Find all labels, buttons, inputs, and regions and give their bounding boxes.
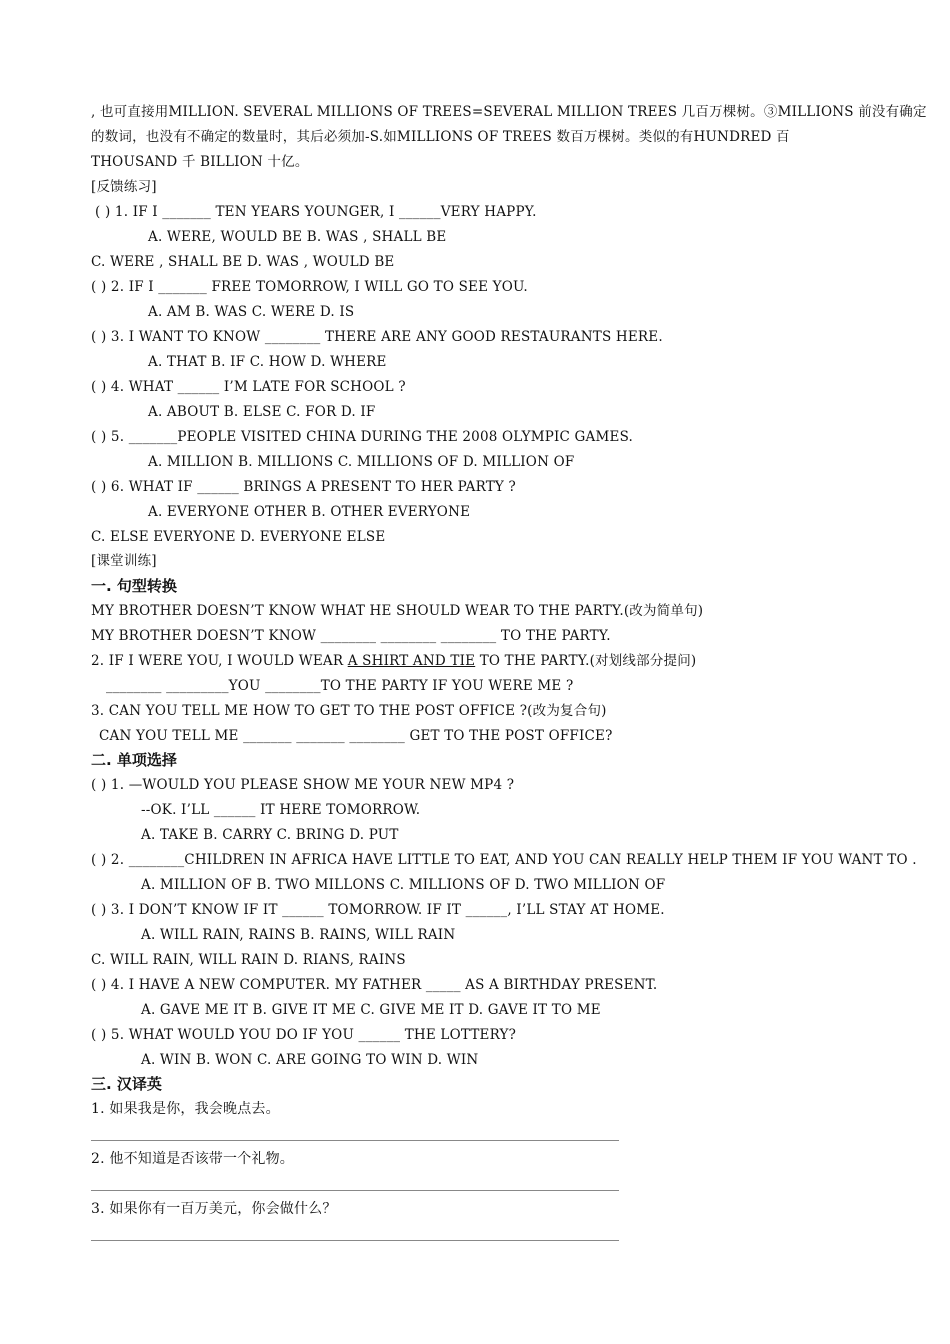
feedback-q4-options: A. ABOUT B. ELSE C. FOR D. IF <box>148 404 376 420</box>
section2-q2: ( ) 2. ________CHILDREN IN AFRICA HAVE LITTLE TO EAT, AND YOU CAN REALLY HELP THEM IF YOU WANT TO . <box>91 852 917 868</box>
section1-line-3 <box>91 651 696 671</box>
intro-line-3: THOUSAND 千 BILLION 十亿。 <box>91 154 309 170</box>
section2-q5: ( ) 5. WHAT WOULD YOU DO IF YOU ______ THE LOTTERY? <box>91 1027 517 1043</box>
section1-line-2: MY BROTHER DOESN’T KNOW ________ ________ ________ TO THE PARTY. <box>91 628 611 644</box>
section1-line-6: CAN YOU TELL ME _______ _______ ________ GET TO THE POST OFFICE? <box>99 728 613 744</box>
section2-q4: ( ) 4. I HAVE A NEW COMPUTER. MY FATHER _____ AS A BIRTHDAY PRESENT. <box>91 977 658 993</box>
section1-line-4: ________ _________YOU ________TO THE PARTY IF YOU WERE ME ? <box>106 678 574 694</box>
feedback-q5-options: A. MILLION B. MILLIONS C. MILLIONS OF D. MILLION OF <box>148 454 575 470</box>
underlined-phrase: A SHIRT AND TIE <box>347 653 476 669</box>
section1-line-3-start: 2. IF I WERE YOU, I WOULD WEAR <box>91 653 348 669</box>
translation-q1: 1. 如果我是你，我会晚点去。 <box>91 1101 280 1117</box>
feedback-q3: ( ) 3. I WANT TO KNOW ________ THERE ARE ANY GOOD RESTAURANTS HERE. <box>91 329 663 345</box>
feedback-q2-options: A. AM B. WAS C. WERE D. IS <box>148 304 355 320</box>
feedback-q6-options-a: A. EVERYONE OTHER B. OTHER EVERYONE <box>148 504 471 520</box>
section1-line-1: MY BROTHER DOESN’T KNOW WHAT HE SHOULD WEAR TO THE PARTY.(改为简单句) <box>91 603 704 619</box>
feedback-q4: ( ) 4. WHAT ______ I’M LATE FOR SCHOOL ? <box>91 379 406 395</box>
section2-q1: ( ) 1. —WOULD YOU PLEASE SHOW ME YOUR NEW MP4 ? <box>91 777 515 793</box>
section2-q3-options-a: A. WILL RAIN, RAINS B. RAINS, WILL RAIN <box>141 927 456 943</box>
classwork-heading: [课堂训练] <box>91 553 157 569</box>
feedback-q1-options-a: A. WERE, WOULD BE B. WAS , SHALL BE <box>148 229 447 245</box>
section2-title: 二. 单项选择 <box>91 751 177 769</box>
answer-line-2 <box>91 1190 619 1191</box>
feedback-q1: ( ) 1. IF I _______ TEN YEARS YOUNGER, I ______VERY HAPPY. <box>95 204 537 220</box>
section1-line-3-end: TO THE PARTY.(对划线部分提问) <box>475 653 697 669</box>
section1-line-5: 3. CAN YOU TELL ME HOW TO GET TO THE POST OFFICE ?(改为复合句) <box>91 703 607 719</box>
intro-line-1: , 也可直接用MILLION. SEVERAL MILLIONS OF TREES=SEVERAL MILLION TREES 几百万棵树。③MILLIONS 前没有确定 <box>91 104 927 120</box>
section2-q1-reply: --OK. I’LL ______ IT HERE TOMORROW. <box>141 802 421 818</box>
answer-line-3 <box>91 1240 619 1241</box>
feedback-q6-options-b: C. ELSE EVERYONE D. EVERYONE ELSE <box>91 529 386 545</box>
section2-q2-options: A. MILLION OF B. TWO MILLONS C. MILLIONS OF D. TWO MILLION OF <box>141 877 666 893</box>
feedback-q5: ( ) 5. _______PEOPLE VISITED CHINA DURING THE 2008 OLYMPIC GAMES. <box>91 429 634 445</box>
section2-q3-options-b: C. WILL RAIN, WILL RAIN D. RIANS, RAINS <box>91 952 406 968</box>
section2-q5-options: A. WIN B. WON C. ARE GOING TO WIN D. WIN <box>141 1052 479 1068</box>
feedback-q1-options-b: C. WERE , SHALL BE D. WAS , WOULD BE <box>91 254 395 270</box>
intro-line-2: 的数词，也没有不确定的数量时，其后必须加-S.如MILLIONS OF TREES 数百万棵树。类似的有HUNDRED 百 <box>91 129 790 145</box>
feedback-q3-options: A. THAT B. IF C. HOW D. WHERE <box>148 354 387 370</box>
section2-q4-options: A. GAVE ME IT B. GIVE IT ME C. GIVE ME IT D. GAVE IT TO ME <box>141 1002 601 1018</box>
feedback-q2: ( ) 2. IF I _______ FREE TOMORROW, I WILL GO TO SEE YOU. <box>91 279 528 295</box>
section3-title: 三. 汉译英 <box>91 1075 162 1093</box>
feedback-q6: ( ) 6. WHAT IF ______ BRINGS A PRESENT TO HER PARTY ? <box>91 479 516 495</box>
feedback-heading: [反馈练习] <box>91 179 157 195</box>
translation-q2: 2. 他不知道是否该带一个礼物。 <box>91 1151 295 1167</box>
translation-q3: 3. 如果你有一百万美元，你会做什么？ <box>91 1201 337 1217</box>
section2-q1-options: A. TAKE B. CARRY C. BRING D. PUT <box>141 827 399 843</box>
section1-title: 一. 句型转换 <box>91 577 177 595</box>
answer-line-1 <box>91 1140 619 1141</box>
section2-q3: ( ) 3. I DON’T KNOW IF IT ______ TOMORROW. IF IT ______, I’LL STAY AT HOME. <box>91 902 665 918</box>
